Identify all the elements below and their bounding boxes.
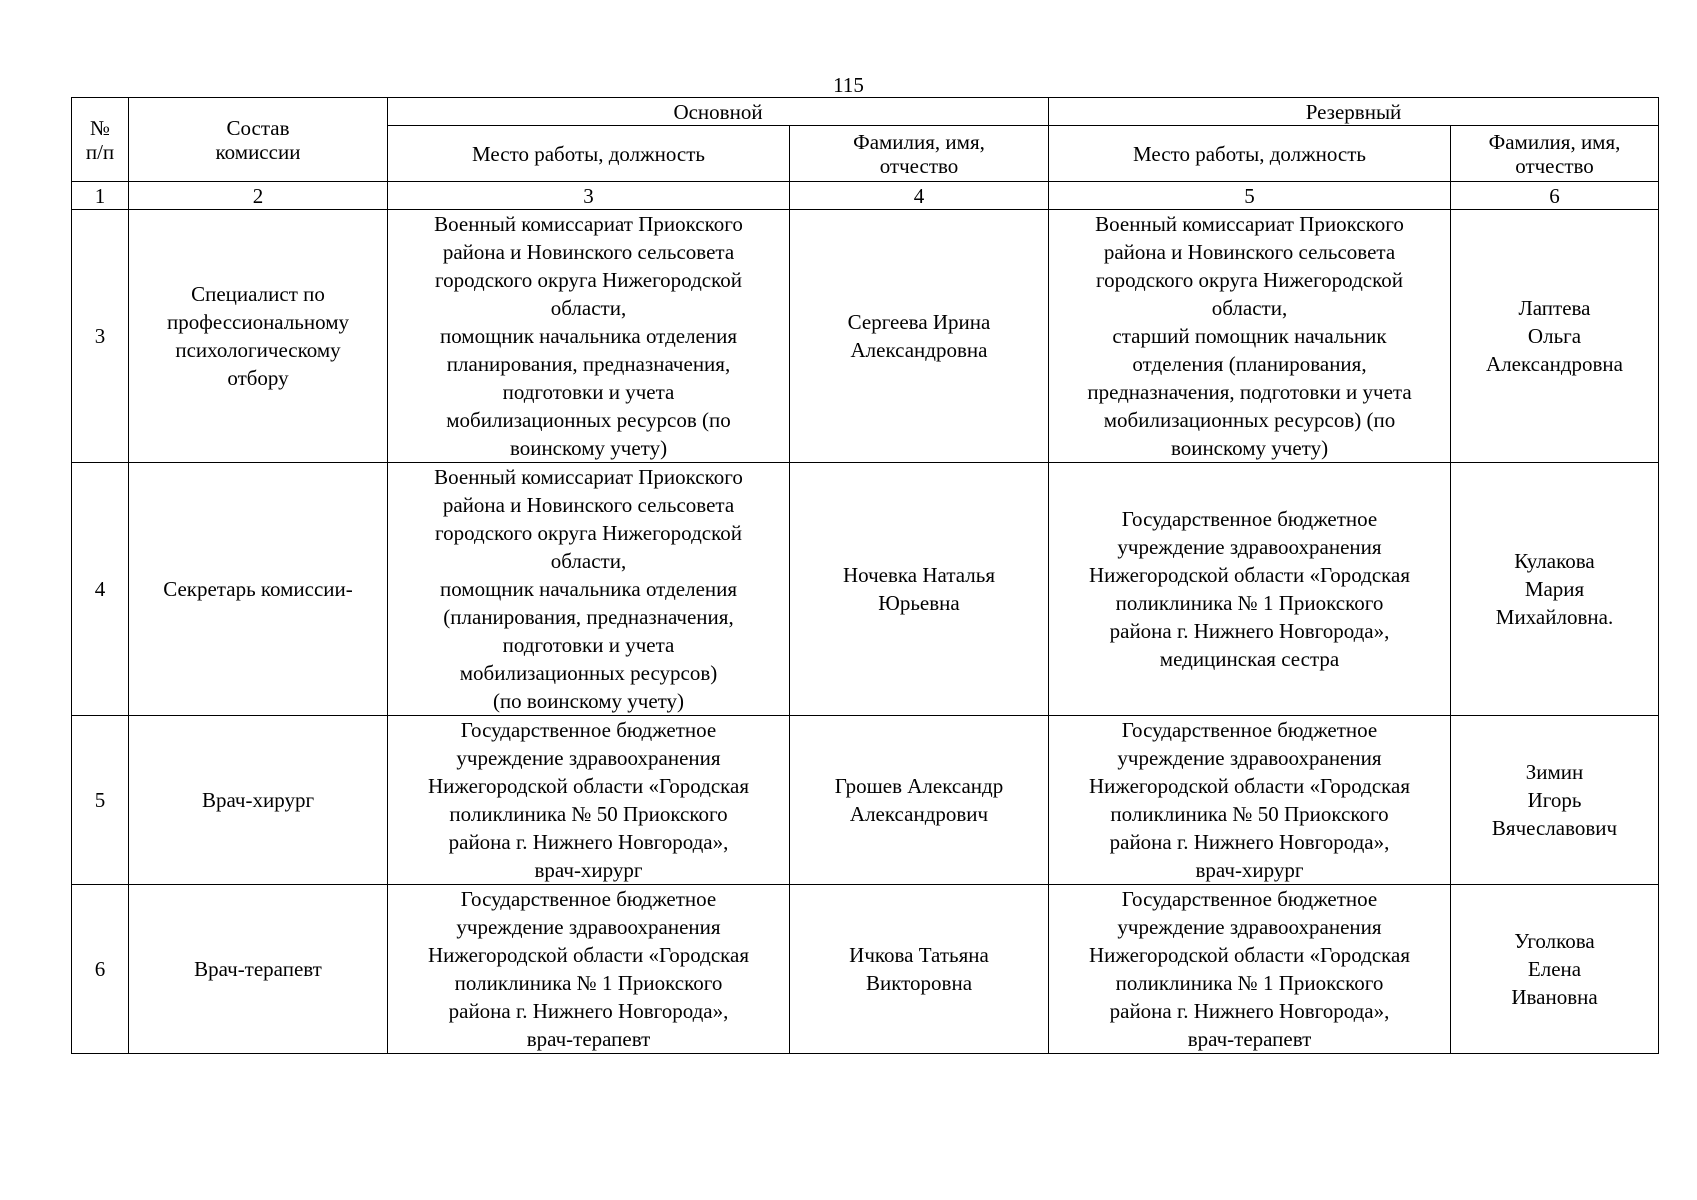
header-main: Основной — [388, 98, 1049, 126]
header-num: № п/п — [72, 98, 129, 182]
header-reserve: Резервный — [1049, 98, 1659, 126]
header-reserve-workplace: Место работы, должность — [1049, 126, 1451, 182]
row-composition: Специалист по профессиональному психологическому отбору — [129, 210, 388, 463]
table-row — [72, 463, 1659, 716]
column-number: 4 — [790, 182, 1049, 210]
row-reserve-workplace: Государственное бюджетное учреждение здравоохранения Нижегородской области «Городская поликлиника № 50 Приокского района г. Нижнего Новгорода», врач-хирург — [1049, 716, 1451, 885]
row-num: 5 — [72, 716, 129, 885]
row-num: 6 — [72, 885, 129, 1054]
row-main-workplace: Государственное бюджетное учреждение здравоохранения Нижегородской области «Городская поликлиника № 1 Приокского района г. Нижнего Новгорода», врач-терапевт — [388, 885, 790, 1054]
header-main-name: Фамилия, имя, отчество — [790, 126, 1049, 182]
header-row-top — [72, 98, 1659, 126]
commission-table — [71, 97, 1659, 1054]
page-number: 115 — [833, 73, 864, 97]
row-reserve-name: Лаптева Ольга Александровна — [1451, 210, 1659, 463]
row-main-name: Сергеева Ирина Александровна — [790, 210, 1049, 463]
row-reserve-workplace: Государственное бюджетное учреждение здравоохранения Нижегородской области «Городская поликлиника № 1 Приокского района г. Нижнего Новгорода», медицинская сестра — [1049, 463, 1451, 716]
row-reserve-workplace: Военный комиссариат Приокского района и Новинского сельсовета городского округа Нижегородской области, старший помощник начальник отделения (планирования, предназначения, подготовки и учета мобилизационных ресурсов) (по воинскому учету) — [1049, 210, 1451, 463]
row-composition: Секретарь комиссии- — [129, 463, 388, 716]
column-number: 2 — [129, 182, 388, 210]
table-row — [72, 885, 1659, 1054]
column-number: 5 — [1049, 182, 1451, 210]
row-num: 3 — [72, 210, 129, 463]
header-reserve-name: Фамилия, имя, отчество — [1451, 126, 1659, 182]
row-num: 4 — [72, 463, 129, 716]
row-reserve-name: Зимин Игорь Вячеславович — [1451, 716, 1659, 885]
row-reserve-name: Уголкова Елена Ивановна — [1451, 885, 1659, 1054]
header-composition: Состав комиссии — [129, 98, 388, 182]
row-reserve-name: Кулакова Мария Михайловна. — [1451, 463, 1659, 716]
row-main-workplace: Военный комиссариат Приокского района и Новинского сельсовета городского округа Нижегородской области, помощник начальника отделения (планирования, предназначения, подготовки и учета мобилизационных ресурсов) (по воинскому учету) — [388, 463, 790, 716]
row-main-name: Грошев Александр Александрович — [790, 716, 1049, 885]
header-main-workplace: Место работы, должность — [388, 126, 790, 182]
row-composition: Врач-хирург — [129, 716, 388, 885]
table-row — [72, 716, 1659, 885]
column-number: 6 — [1451, 182, 1659, 210]
row-main-name: Ночевка Наталья Юрьевна — [790, 463, 1049, 716]
column-number-row — [72, 182, 1659, 210]
table-row — [72, 210, 1659, 463]
column-number: 3 — [388, 182, 790, 210]
row-main-workplace: Военный комиссариат Приокского района и Новинского сельсовета городского округа Нижегородской области, помощник начальника отделения планирования, предназначения, подготовки и учета мобилизационных ресурсов (по воинскому учету) — [388, 210, 790, 463]
row-main-workplace: Государственное бюджетное учреждение здравоохранения Нижегородской области «Городская поликлиника № 50 Приокского района г. Нижнего Новгорода», врач-хирург — [388, 716, 790, 885]
row-main-name: Ичкова Татьяна Викторовна — [790, 885, 1049, 1054]
row-reserve-workplace: Государственное бюджетное учреждение здравоохранения Нижегородской области «Городская поликлиника № 1 Приокского района г. Нижнего Новгорода», врач-терапевт — [1049, 885, 1451, 1054]
row-composition: Врач-терапевт — [129, 885, 388, 1054]
column-number: 1 — [72, 182, 129, 210]
